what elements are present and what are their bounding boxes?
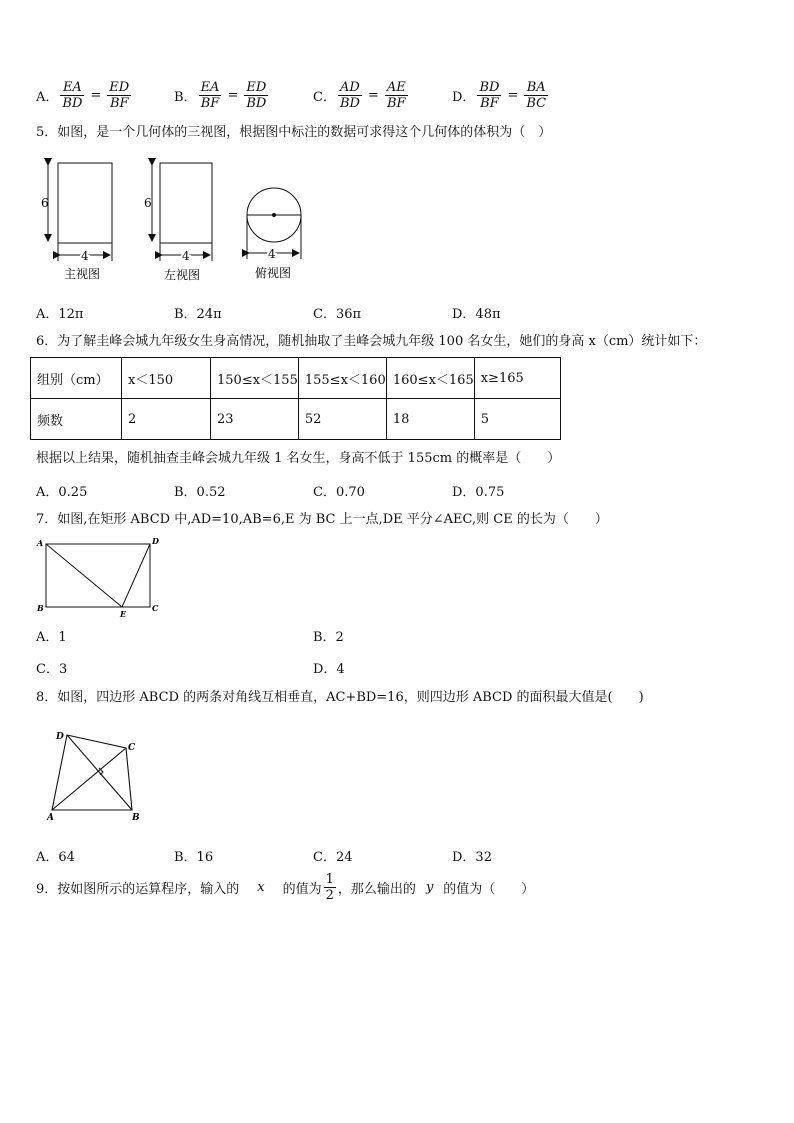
q6-option-a: A．0.25 [36, 485, 88, 500]
fraction: $\frac{EA}{BF}$ [200, 80, 220, 111]
q6-option-b: B．0.52 [174, 485, 226, 500]
equals-sign: = [507, 88, 519, 103]
q6-option-d: D．0.75 [452, 485, 505, 500]
q9-stem [36, 872, 534, 903]
point-label-a: A [47, 813, 54, 823]
point-label-a: A [37, 538, 44, 548]
fraction: $\frac{AE}{BF}$ [386, 80, 406, 111]
table-row [31, 358, 561, 399]
table-cell: 160≤x＜165 [386, 358, 474, 399]
fraction: $\frac{BD}{BF}$ [479, 80, 500, 111]
q5-option-b: B．24π [174, 307, 222, 322]
equals-sign: = [367, 88, 379, 103]
side-height-label: 6 [144, 196, 152, 210]
fraction: $\frac{ED}{BD}$ [246, 80, 267, 111]
q8-stem: 8．如图，四边形 ABCD 的两条对角线互相垂直，AC+BD=16，则四边形 ABCD 的面积最大值是( ) [36, 690, 644, 705]
equals-sign: = [227, 88, 239, 103]
q9-stem-text: 的值为 [282, 882, 322, 897]
q8-option-d: D．32 [452, 850, 492, 865]
table-cell: 频数 [31, 399, 122, 440]
point-label-b: B [132, 813, 140, 823]
option-label: A． [36, 90, 59, 105]
q8-option-c: C．24 [313, 850, 353, 865]
table-cell: 5 [474, 399, 560, 440]
q5-stem: 5．如图，是一个几何体的三视图，根据图中标注的数据可求得这个几何体的体积为（ ） [36, 125, 552, 140]
point-label-d: D [152, 536, 159, 546]
q9-stem-text: 9．按如图所示的运算程序，输入的 [36, 882, 240, 897]
q7-option-b: B．2 [313, 630, 344, 645]
point-label-c: C [152, 603, 159, 613]
front-width-label: 4 [81, 249, 89, 263]
table-cell: 150≤x＜155 [211, 358, 299, 399]
q8-option-a: A．64 [36, 850, 75, 865]
option-label: B． [174, 90, 197, 105]
q5-option-d: D．48π [452, 307, 501, 322]
table-cell: 2 [122, 399, 211, 440]
q4-option-d [452, 80, 548, 111]
side-view [144, 163, 212, 282]
top-view-caption: 俯视图 [255, 266, 292, 280]
q7-option-c: C．3 [36, 662, 68, 677]
variable-y: y [425, 880, 434, 895]
q8-quadrilateral-figure [42, 724, 152, 824]
fraction: $\frac{ED}{BF}$ [109, 80, 130, 111]
q7-option-a: A．1 [36, 630, 67, 645]
table-cell: 23 [211, 399, 299, 440]
variable-x: x [257, 880, 265, 895]
option-label: D． [452, 90, 476, 105]
q4-option-b [174, 80, 268, 111]
point-label-c: C [128, 743, 136, 753]
q6-frequency-table [30, 357, 561, 440]
q4-option-a [36, 80, 131, 111]
q8-option-b: B．16 [174, 850, 214, 865]
side-width-label: 4 [182, 249, 190, 263]
q9-stem-text: 的值为（ ） [443, 882, 535, 897]
q5-three-views-figure [36, 155, 316, 285]
front-view [41, 163, 112, 281]
top-width-label: 4 [268, 247, 276, 261]
fraction: $\frac{AD}{BD}$ [339, 80, 360, 111]
equals-sign: = [90, 88, 102, 103]
fraction: $\frac{EA}{BD}$ [62, 80, 83, 111]
q9-stem-text: ，那么输出的 [337, 882, 416, 897]
q7-rectangle-figure [34, 535, 164, 620]
q7-option-d: D．4 [313, 662, 345, 677]
q6-question: 根据以上结果，随机抽查圭峰会城九年级 1 名女生，身高不低于 155cm 的概率是（ ） [36, 451, 561, 466]
table-cell: 155≤x＜160 [298, 358, 386, 399]
table-cell: 组别（cm） [31, 358, 122, 399]
table-row [31, 399, 561, 440]
front-height-label: 6 [41, 196, 49, 210]
table-cell: 52 [298, 399, 386, 440]
top-view [247, 188, 301, 280]
point-label-e: E [120, 609, 127, 619]
table-cell: x≥165 [474, 358, 560, 399]
front-view-caption: 主视图 [64, 267, 101, 281]
q5-option-a: A．12π [36, 307, 84, 322]
q6-option-c: C．0.70 [313, 485, 365, 500]
q4-option-c [313, 80, 408, 111]
q7-stem: 7．如图,在矩形 ABCD 中,AD=10,AB=6,E 为 BC 上一点,DE 平分∠AEC,则 CE 的长为（ ） [36, 512, 608, 527]
fraction-one-half: $\frac{1}{2}$ [325, 872, 334, 903]
q5-option-c: C．36π [313, 307, 362, 322]
option-label: C． [313, 90, 336, 105]
table-cell: 18 [386, 399, 474, 440]
table-cell: x＜150 [122, 358, 211, 399]
side-view-caption: 左视图 [164, 268, 201, 282]
point-label-d: D [56, 732, 64, 742]
point-label-b: B [37, 603, 44, 613]
fraction: $\frac{BA}{BC}$ [526, 80, 547, 111]
q6-stem: 6．为了解圭峰会城九年级女生身高情况，随机抽取了圭峰会城九年级 100 名女生，她们的身高 x（cm）统计如下： [36, 334, 707, 349]
